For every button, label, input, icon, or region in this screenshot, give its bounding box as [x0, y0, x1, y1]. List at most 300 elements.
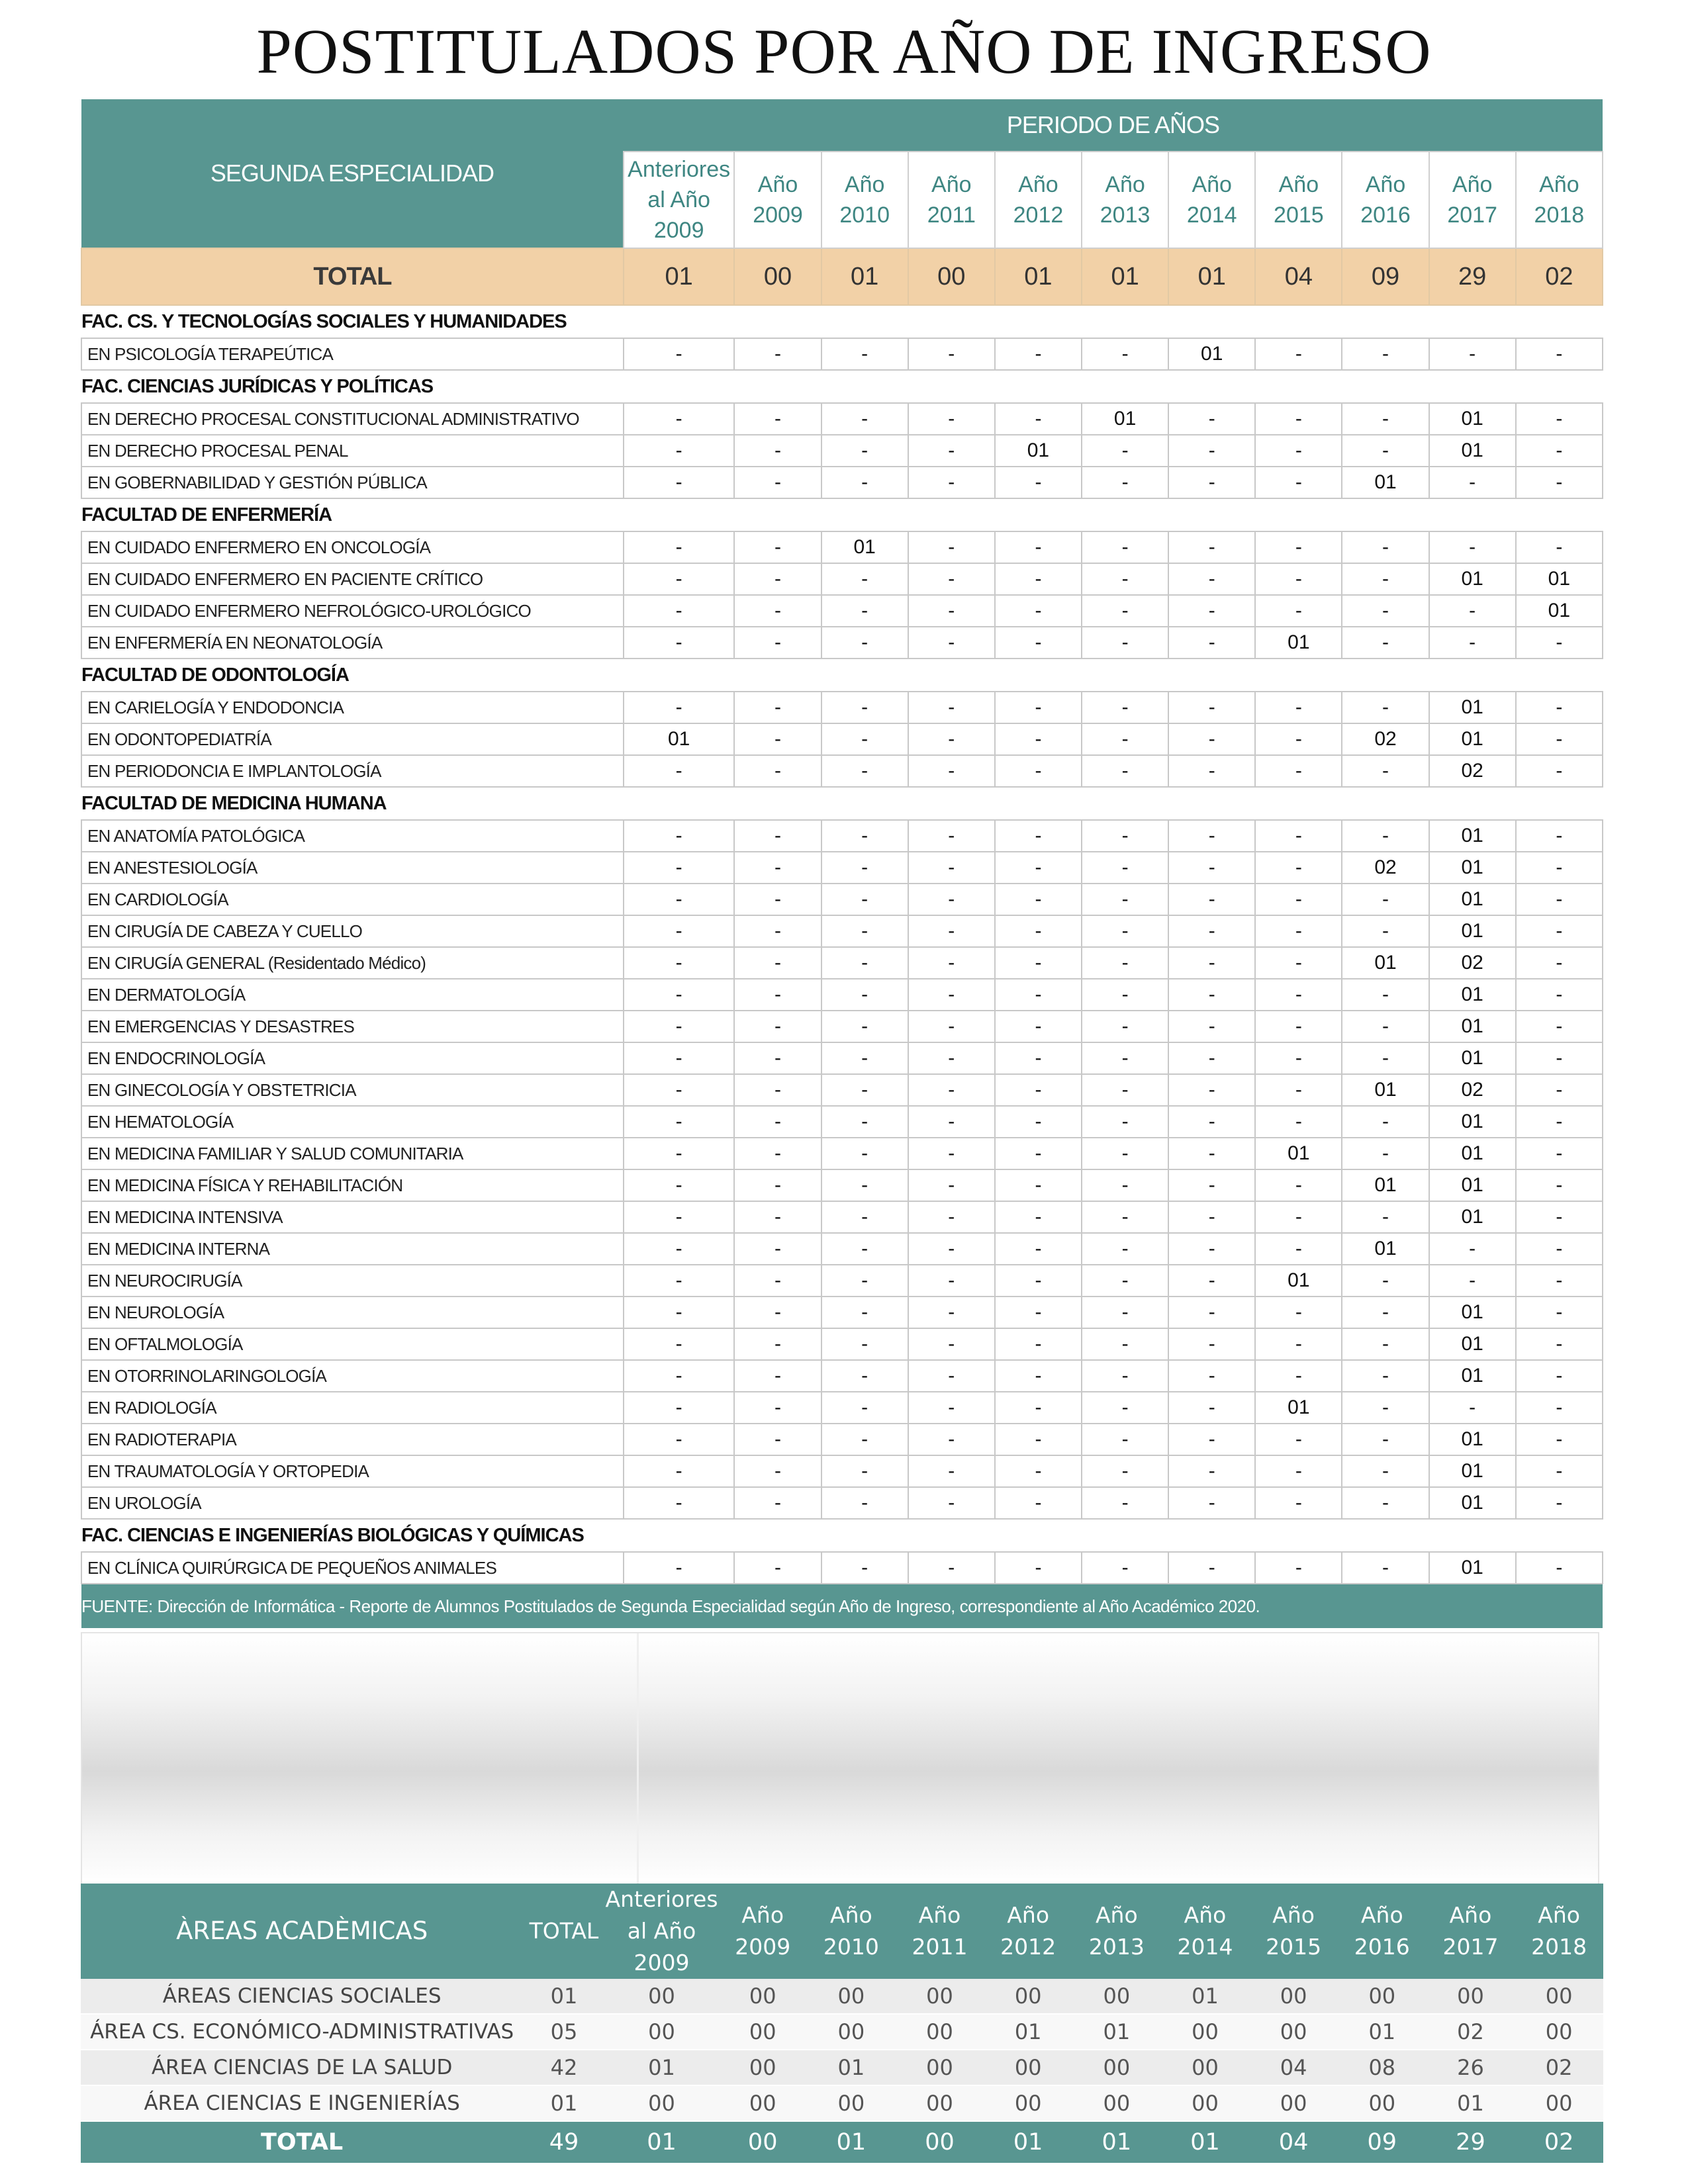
table-row: [81, 467, 1603, 498]
table-cell: -: [821, 1487, 908, 1519]
table-cell: -: [1342, 1011, 1429, 1042]
table-cell: -: [1082, 435, 1168, 467]
table-cell: -: [1168, 1487, 1255, 1519]
table-cell: -: [734, 1392, 821, 1424]
summary-cell: 00: [896, 2050, 984, 2085]
year-header-text: al Año: [647, 187, 710, 212]
summary-cell: 00: [718, 2050, 807, 2085]
summary-cell: 00: [1072, 2085, 1161, 2121]
summary-cell: 00: [807, 1979, 896, 2014]
table-cell: -: [995, 1424, 1082, 1455]
table-cell: -: [995, 1169, 1082, 1201]
year-header-text: al Año: [627, 1918, 696, 1944]
table-cell: -: [1516, 820, 1603, 852]
table-cell: -: [821, 1074, 908, 1106]
table-cell: -: [734, 467, 821, 498]
table-cell: -: [908, 531, 995, 563]
table-cell: -: [1255, 915, 1342, 947]
table-cell: -: [1168, 1265, 1255, 1297]
table-cell: -: [624, 338, 735, 370]
especialidad-name: EN ODONTOPEDIATRÍA: [81, 723, 624, 755]
table-cell: -: [734, 563, 821, 595]
table-cell: -: [1168, 595, 1255, 627]
table-cell: -: [908, 1169, 995, 1201]
especialidad-name: EN PERIODONCIA E IMPLANTOLOGÍA: [81, 755, 624, 787]
table-cell: 01: [1342, 467, 1429, 498]
table-cell: -: [1516, 1169, 1603, 1201]
table-cell: -: [1342, 1297, 1429, 1328]
table-cell: -: [734, 1201, 821, 1233]
table-row: [81, 1106, 1603, 1138]
total-value: 01: [624, 248, 735, 305]
summary-header-row: [81, 1884, 1603, 1979]
table-cell: -: [1168, 435, 1255, 467]
table-cell: -: [995, 531, 1082, 563]
table-cell: -: [1168, 979, 1255, 1011]
table-cell: -: [1082, 531, 1168, 563]
table-cell: 02: [1429, 1074, 1516, 1106]
especialidad-name: EN OTORRINOLARINGOLOGÍA: [81, 1360, 624, 1392]
table-cell: -: [1082, 1360, 1168, 1392]
summary-total-value: 29: [1427, 2121, 1515, 2163]
table-row: [81, 1360, 1603, 1392]
table-cell: -: [1082, 947, 1168, 979]
table-cell: 01: [1429, 403, 1516, 435]
especialidad-name: EN RADIOLOGÍA: [81, 1392, 624, 1424]
table-cell: -: [1082, 915, 1168, 947]
especialidad-name: EN CUIDADO ENFERMERO NEFROLÓGICO-UROLÓGICO: [81, 595, 624, 627]
table-cell: -: [1342, 884, 1429, 915]
table-cell: -: [1516, 852, 1603, 884]
table-cell: -: [995, 1360, 1082, 1392]
summary-year-header: [807, 1884, 896, 1979]
table-cell: -: [734, 403, 821, 435]
table-cell: -: [908, 1455, 995, 1487]
table-cell: -: [1516, 531, 1603, 563]
table-cell: -: [1255, 1201, 1342, 1233]
table-cell: -: [1082, 1265, 1168, 1297]
summary-grand-total: 49: [523, 2121, 604, 2163]
summary-cell: 02: [1515, 2050, 1603, 2085]
table-cell: -: [908, 1360, 995, 1392]
year-header: [1429, 152, 1516, 248]
table-cell: -: [995, 403, 1082, 435]
table-cell: -: [1429, 467, 1516, 498]
area-total: 42: [523, 2050, 604, 2085]
table-cell: -: [1516, 979, 1603, 1011]
summary-total-value: 02: [1515, 2121, 1603, 2163]
table-cell: -: [734, 1265, 821, 1297]
table-cell: -: [1516, 1424, 1603, 1455]
especialidad-name: EN MEDICINA FAMILIAR Y SALUD COMUNITARIA: [81, 1138, 624, 1169]
table-cell: -: [624, 531, 735, 563]
especialidad-name: EN TRAUMATOLOGÍA Y ORTOPEDIA: [81, 1455, 624, 1487]
table-cell: -: [734, 947, 821, 979]
especialidad-name: EN MEDICINA FÍSICA Y REHABILITACIÓN: [81, 1169, 624, 1201]
table-cell: -: [1168, 531, 1255, 563]
table-cell: -: [1516, 1042, 1603, 1074]
table-cell: 01: [1429, 1360, 1516, 1392]
table-row: [81, 1552, 1603, 1584]
summary-cell: 00: [896, 2014, 984, 2050]
table-cell: -: [1255, 595, 1342, 627]
table-cell: -: [734, 1360, 821, 1392]
table-cell: 01: [1429, 1138, 1516, 1169]
table-cell: -: [908, 1487, 995, 1519]
table-cell: -: [995, 1074, 1082, 1106]
table-cell: -: [1082, 1201, 1168, 1233]
table-row: [81, 884, 1603, 915]
table-cell: -: [1168, 403, 1255, 435]
table-row: [81, 979, 1603, 1011]
table-cell: -: [1516, 627, 1603, 659]
year-header-text: Año: [1278, 172, 1319, 197]
table-cell: -: [1342, 1042, 1429, 1074]
table-cell: -: [1255, 338, 1342, 370]
especialidad-name: EN ANATOMÍA PATOLÓGICA: [81, 820, 624, 852]
table-cell: 02: [1429, 947, 1516, 979]
table-row: [81, 1011, 1603, 1042]
year-header-text: Año: [1272, 1902, 1315, 1928]
especialidad-name: EN DERECHO PROCESAL PENAL: [81, 435, 624, 467]
year-header-text: 2013: [1088, 1934, 1145, 1960]
table-cell: -: [1516, 1552, 1603, 1584]
table-cell: 01: [1429, 1297, 1516, 1328]
table-cell: -: [734, 1455, 821, 1487]
table-cell: -: [1255, 1042, 1342, 1074]
faculty-heading-row: [81, 1519, 1603, 1552]
table-cell: -: [1342, 1392, 1429, 1424]
summary-total-row: [81, 2121, 1603, 2163]
summary-cell: 00: [1427, 1979, 1515, 2014]
summary-cell: 26: [1427, 2050, 1515, 2085]
table-cell: 01: [1429, 1042, 1516, 1074]
table-cell: 01: [1429, 563, 1516, 595]
table-cell: -: [1082, 627, 1168, 659]
year-header-text: Año: [1007, 1902, 1050, 1928]
table-cell: -: [1516, 403, 1603, 435]
table-cell: -: [1168, 692, 1255, 723]
page-title: POSTITULADOS POR AÑO DE INGRESO: [256, 16, 1432, 87]
table-cell: -: [1255, 1328, 1342, 1360]
table-cell: -: [821, 1392, 908, 1424]
table-cell: -: [1516, 1265, 1603, 1297]
table-row: [81, 1138, 1603, 1169]
table-cell: -: [624, 1233, 735, 1265]
table-row: [81, 1201, 1603, 1233]
table-row: [81, 915, 1603, 947]
table-cell: 01: [995, 435, 1082, 467]
table-cell: -: [821, 1360, 908, 1392]
table-cell: -: [908, 1042, 995, 1074]
table-cell: -: [1255, 820, 1342, 852]
year-header: [1168, 152, 1255, 248]
table-row: [81, 755, 1603, 787]
table-cell: 01: [1429, 435, 1516, 467]
table-cell: -: [1082, 1233, 1168, 1265]
year-header-text: Año: [1365, 172, 1406, 197]
table-cell: -: [1516, 1074, 1603, 1106]
year-header-text: Año: [1449, 1902, 1492, 1928]
table-cell: -: [1168, 1169, 1255, 1201]
chart-divider: [637, 1633, 639, 1885]
faculty-heading-row: [81, 498, 1603, 531]
faculty-name: FACULTAD DE MEDICINA HUMANA: [81, 792, 387, 814]
summary-year-header: [718, 1884, 807, 1979]
table-cell: -: [1516, 1297, 1603, 1328]
table-cell: -: [1342, 915, 1429, 947]
total-value: 00: [734, 248, 821, 305]
especialidad-name: EN MEDICINA INTENSIVA: [81, 1201, 624, 1233]
table-cell: 01: [1342, 1074, 1429, 1106]
table-cell: -: [1342, 1455, 1429, 1487]
table-cell: -: [1342, 820, 1429, 852]
table-cell: -: [1255, 947, 1342, 979]
table-cell: -: [1255, 531, 1342, 563]
area-name: ÁREA CS. ECONÓMICO-ADMINISTRATIVAS: [81, 2014, 523, 2050]
table-cell: -: [1168, 1328, 1255, 1360]
table-cell: -: [821, 338, 908, 370]
year-header-text: Año: [918, 1902, 961, 1928]
faculty-heading-row: [81, 659, 1603, 692]
year-header: [995, 152, 1082, 248]
table-cell: -: [995, 563, 1082, 595]
table-cell: -: [908, 1265, 995, 1297]
table-cell: -: [624, 467, 735, 498]
summary-cell: 00: [984, 2085, 1072, 2121]
table-cell: -: [995, 1455, 1082, 1487]
table-cell: -: [734, 884, 821, 915]
especialidad-name: EN NEUROCIRUGÍA: [81, 1265, 624, 1297]
summary-cell: 00: [718, 2085, 807, 2121]
year-header: [908, 152, 995, 248]
table-cell: -: [734, 627, 821, 659]
table-cell: -: [821, 1169, 908, 1201]
table-cell: -: [624, 852, 735, 884]
year-header-text: 2013: [1100, 203, 1150, 228]
table-cell: -: [624, 1455, 735, 1487]
total-value: 01: [1168, 248, 1255, 305]
total-value: 01: [1082, 248, 1168, 305]
especialidad-name: EN PSICOLOGÍA TERAPEÚTICA: [81, 338, 624, 370]
table-cell: -: [1516, 1011, 1603, 1042]
table-cell: -: [1082, 884, 1168, 915]
table-cell: 01: [1429, 1487, 1516, 1519]
summary-total-value: 09: [1338, 2121, 1427, 2163]
summary-cell: 00: [984, 2050, 1072, 2085]
table-cell: -: [1168, 1011, 1255, 1042]
summary-total-value: 01: [605, 2121, 719, 2163]
table-cell: -: [908, 692, 995, 723]
table-cell: -: [1516, 723, 1603, 755]
summary-cell: 00: [896, 1979, 984, 2014]
summary-row: [81, 2085, 1603, 2121]
table-cell: -: [1516, 1106, 1603, 1138]
summary-cell: 00: [1161, 2014, 1250, 2050]
especialidad-name: EN CARDIOLOGÍA: [81, 884, 624, 915]
summary-cell: 00: [896, 2085, 984, 2121]
year-header-text: Año: [1184, 1902, 1227, 1928]
table-cell: -: [1342, 979, 1429, 1011]
table-cell: -: [995, 338, 1082, 370]
especialidad-name: EN CIRUGÍA DE CABEZA Y CUELLO: [81, 915, 624, 947]
table-cell: -: [734, 820, 821, 852]
table-cell: -: [995, 820, 1082, 852]
table-cell: -: [995, 1042, 1082, 1074]
year-header-text: 2010: [839, 203, 890, 228]
table-cell: -: [624, 1138, 735, 1169]
table-cell: -: [995, 1328, 1082, 1360]
summary-cell: 08: [1338, 2050, 1427, 2085]
year-header-text: Año: [1192, 172, 1232, 197]
especialidad-name: EN OFTALMOLOGÍA: [81, 1328, 624, 1360]
table-cell: 01: [1429, 915, 1516, 947]
summary-year-header: [605, 1884, 719, 1979]
table-cell: -: [734, 852, 821, 884]
table-cell: -: [1168, 1201, 1255, 1233]
table-cell: -: [1516, 467, 1603, 498]
summary-cell: 00: [807, 2085, 896, 2121]
summary-cell: 00: [1249, 1979, 1338, 2014]
table-cell: -: [734, 723, 821, 755]
year-header-text: Año: [1018, 172, 1058, 197]
year-header-text: Año: [1095, 1902, 1138, 1928]
table-cell: -: [734, 1297, 821, 1328]
table-cell: -: [908, 723, 995, 755]
year-header-text: Año: [844, 172, 885, 197]
table-cell: -: [1255, 723, 1342, 755]
table-cell: -: [1516, 435, 1603, 467]
table-cell: -: [1342, 1106, 1429, 1138]
table-cell: -: [1342, 435, 1429, 467]
especialidad-name: EN RADIOTERAPIA: [81, 1424, 624, 1455]
area-name: ÁREA CIENCIAS E INGENIERÍAS: [81, 2085, 523, 2121]
table-cell: -: [624, 979, 735, 1011]
year-header-text: 2012: [1000, 1934, 1056, 1960]
table-cell: -: [821, 947, 908, 979]
summary-cell: 00: [984, 1979, 1072, 2014]
table-cell: -: [1168, 1042, 1255, 1074]
faculty-heading-row: [81, 370, 1603, 403]
table-row: [81, 1169, 1603, 1201]
table-cell: -: [734, 1106, 821, 1138]
table-row: [81, 435, 1603, 467]
periodo-de-anos-header: PERIODO DE AÑOS: [624, 99, 1603, 152]
table-cell: -: [1082, 852, 1168, 884]
total-value: 02: [1516, 248, 1603, 305]
table-row: [81, 1424, 1603, 1455]
table-cell: -: [1516, 692, 1603, 723]
year-header-text: 2018: [1531, 1934, 1587, 1960]
table-row: [81, 692, 1603, 723]
year-header: [821, 152, 908, 248]
table-cell: -: [821, 1328, 908, 1360]
table-cell: -: [624, 1328, 735, 1360]
faculty-name: FAC. CIENCIAS JURÍDICAS Y POLÍTICAS: [81, 375, 434, 397]
table-cell: 01: [1342, 1233, 1429, 1265]
table-cell: -: [624, 1201, 735, 1233]
table-cell: -: [1082, 1455, 1168, 1487]
summary-total-value: 00: [718, 2121, 807, 2163]
table-row: [81, 1328, 1603, 1360]
table-row: [81, 627, 1603, 659]
table-row: [81, 1297, 1603, 1328]
especialidad-name: EN ENDOCRINOLOGÍA: [81, 1042, 624, 1074]
especialidad-name: EN CARIELOGÍA Y ENDODONCIA: [81, 692, 624, 723]
table-cell: 01: [1429, 979, 1516, 1011]
table-cell: -: [734, 915, 821, 947]
table-cell: -: [1082, 1392, 1168, 1424]
table-cell: -: [908, 627, 995, 659]
table-cell: -: [908, 595, 995, 627]
table-cell: -: [1255, 755, 1342, 787]
table-cell: -: [995, 1201, 1082, 1233]
year-header: [734, 152, 821, 248]
year-header-text: 2016: [1360, 203, 1411, 228]
summary-total-label: TOTAL: [81, 2121, 523, 2163]
table-cell: -: [624, 563, 735, 595]
table-cell: -: [1082, 1138, 1168, 1169]
table-row: [81, 1487, 1603, 1519]
table-cell: -: [908, 1106, 995, 1138]
table-cell: -: [1168, 563, 1255, 595]
total-value: 00: [908, 248, 995, 305]
table-cell: 01: [1429, 820, 1516, 852]
table-cell: -: [995, 852, 1082, 884]
table-cell: -: [995, 1106, 1082, 1138]
area-total: 05: [523, 2014, 604, 2050]
table-cell: -: [995, 1392, 1082, 1424]
area-total: 01: [523, 2085, 604, 2121]
year-header-text: Año: [1539, 172, 1579, 197]
table-cell: -: [908, 435, 995, 467]
especialidad-name: EN NEUROLOGÍA: [81, 1297, 624, 1328]
table-cell: -: [1342, 692, 1429, 723]
table-cell: 01: [1429, 1169, 1516, 1201]
table-cell: -: [1342, 627, 1429, 659]
table-cell: -: [734, 1138, 821, 1169]
table-cell: -: [908, 1074, 995, 1106]
table-cell: -: [624, 1424, 735, 1455]
table-cell: -: [821, 692, 908, 723]
table-cell: -: [908, 755, 995, 787]
table-row: [81, 723, 1603, 755]
table-cell: -: [1082, 979, 1168, 1011]
table-cell: -: [1342, 755, 1429, 787]
table-cell: -: [1082, 1424, 1168, 1455]
especialidad-name: EN CUIDADO ENFERMERO EN ONCOLOGÍA: [81, 531, 624, 563]
table-cell: -: [1255, 1011, 1342, 1042]
table-cell: -: [1082, 338, 1168, 370]
summary-cell: 01: [1161, 1979, 1250, 2014]
summary-year-header: [1161, 1884, 1250, 1979]
table-cell: -: [1168, 755, 1255, 787]
table-cell: -: [1516, 915, 1603, 947]
table-cell: -: [1255, 979, 1342, 1011]
table-cell: -: [734, 1552, 821, 1584]
table-cell: -: [995, 627, 1082, 659]
summary-cell: 01: [984, 2014, 1072, 2050]
source-note: FUENTE: Dirección de Informática - Reporte de Alumnos Postitulados de Segunda Especialidad según Año de Ingreso, correspondiente al Año Académico 2020.: [81, 1584, 1603, 1628]
table-cell: -: [995, 1265, 1082, 1297]
table-cell: -: [995, 755, 1082, 787]
year-header-text: Anteriores: [628, 157, 731, 182]
table-cell: 02: [1429, 755, 1516, 787]
table-cell: -: [1342, 1328, 1429, 1360]
summary-cell: 01: [1072, 2014, 1161, 2050]
table-cell: -: [908, 1233, 995, 1265]
summary-cell: 00: [1515, 1979, 1603, 2014]
